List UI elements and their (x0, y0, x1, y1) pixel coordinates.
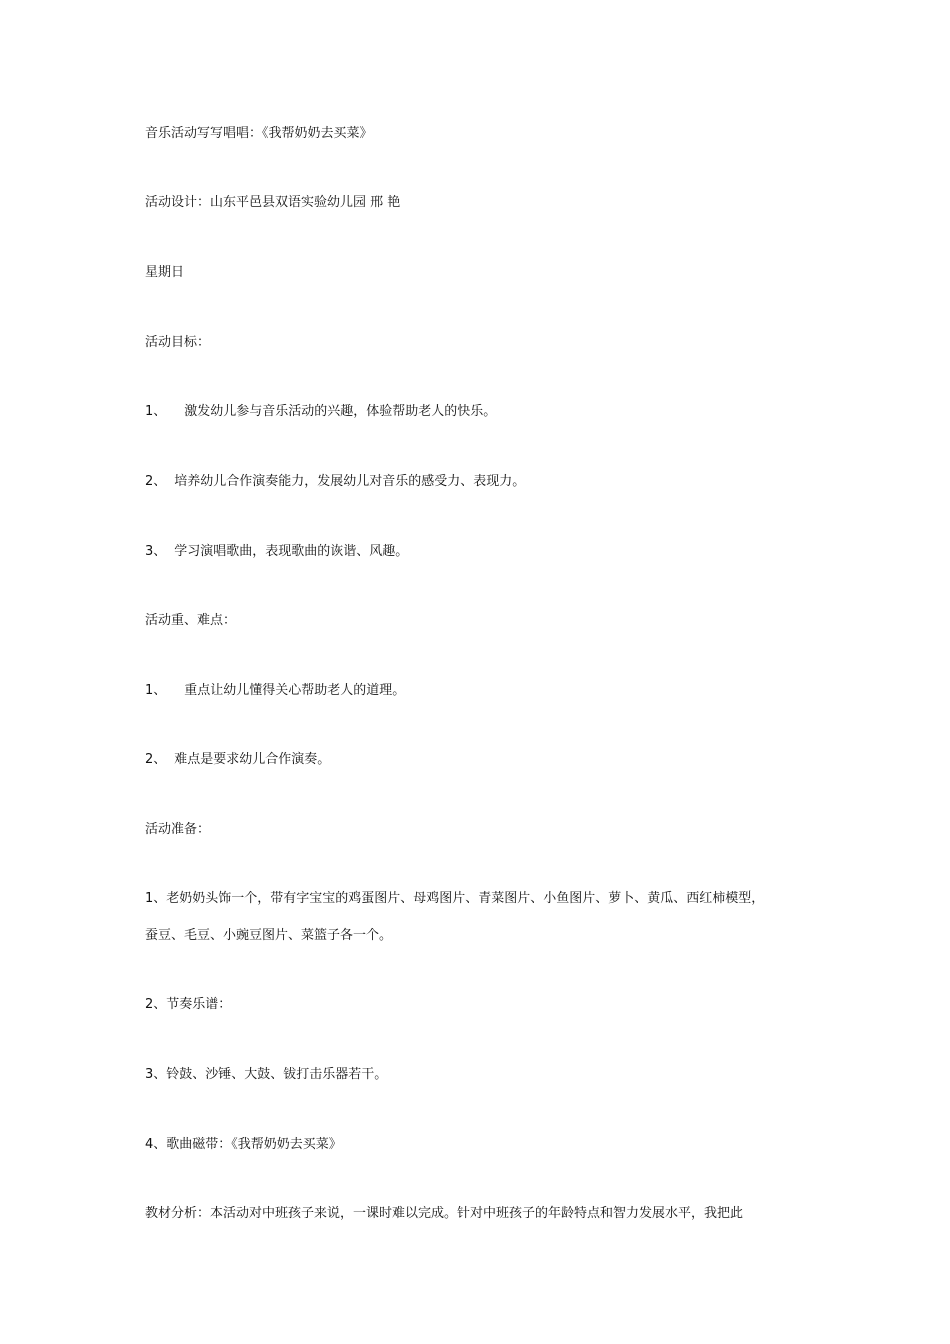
goal-number: 3、 (145, 544, 167, 559)
designer-line: 活动设计：山东平邑县双语实验幼儿园 邢 艳 (145, 195, 401, 210)
goals-heading: 活动目标： (145, 335, 211, 350)
prep-line: 蚕豆、毛豆、小豌豆图片、菜篮子各一个。 (145, 928, 393, 943)
keypoint-item (145, 751, 330, 769)
goal-item (145, 403, 496, 421)
keypoint-item (145, 682, 405, 700)
document-title: 音乐活动写写唱唱：《我帮奶奶去买菜》 (145, 126, 373, 141)
keypoint-text: 难点是要求幼儿合作演奏。 (174, 752, 331, 767)
prep-line: 1、老奶奶头饰一个，带有字宝宝的鸡蛋图片、母鸡图片、青菜图片、小鱼图片、萝卜、黄瓜、西红柿模型， (145, 891, 765, 906)
keypoint-number: 1、 (145, 683, 167, 698)
goal-text: 激发幼儿参与音乐活动的兴趣，体验帮助老人的快乐。 (184, 404, 497, 419)
prep-line: 2、节奏乐谱： (145, 997, 232, 1012)
prep-heading: 活动准备： (145, 822, 211, 837)
prep-line: 4、歌曲磁带：《我帮奶奶去买菜》 (145, 1137, 342, 1152)
goal-text: 学习演唱歌曲，表现歌曲的诙谐、风趣。 (174, 544, 409, 559)
day-line: 星期日 (145, 265, 185, 280)
goal-text: 培养幼儿合作演奏能力，发展幼儿对音乐的感受力、表现力。 (174, 474, 526, 489)
goal-item (145, 543, 408, 561)
prep-line: 3、铃鼓、沙锤、大鼓、钹打击乐器若干。 (145, 1067, 388, 1082)
keypoint-text: 重点让幼儿懂得关心帮助老人的道理。 (184, 683, 406, 698)
goal-number: 1、 (145, 404, 167, 419)
goal-item (145, 473, 525, 491)
keypoints-heading: 活动重、难点： (145, 613, 237, 628)
keypoint-number: 2、 (145, 752, 167, 767)
analysis-line: 教材分析：本活动对中班孩子来说，一课时难以完成。针对中班孩子的年龄特点和智力发展水平，我把此 (145, 1206, 744, 1221)
goal-number: 2、 (145, 474, 167, 489)
